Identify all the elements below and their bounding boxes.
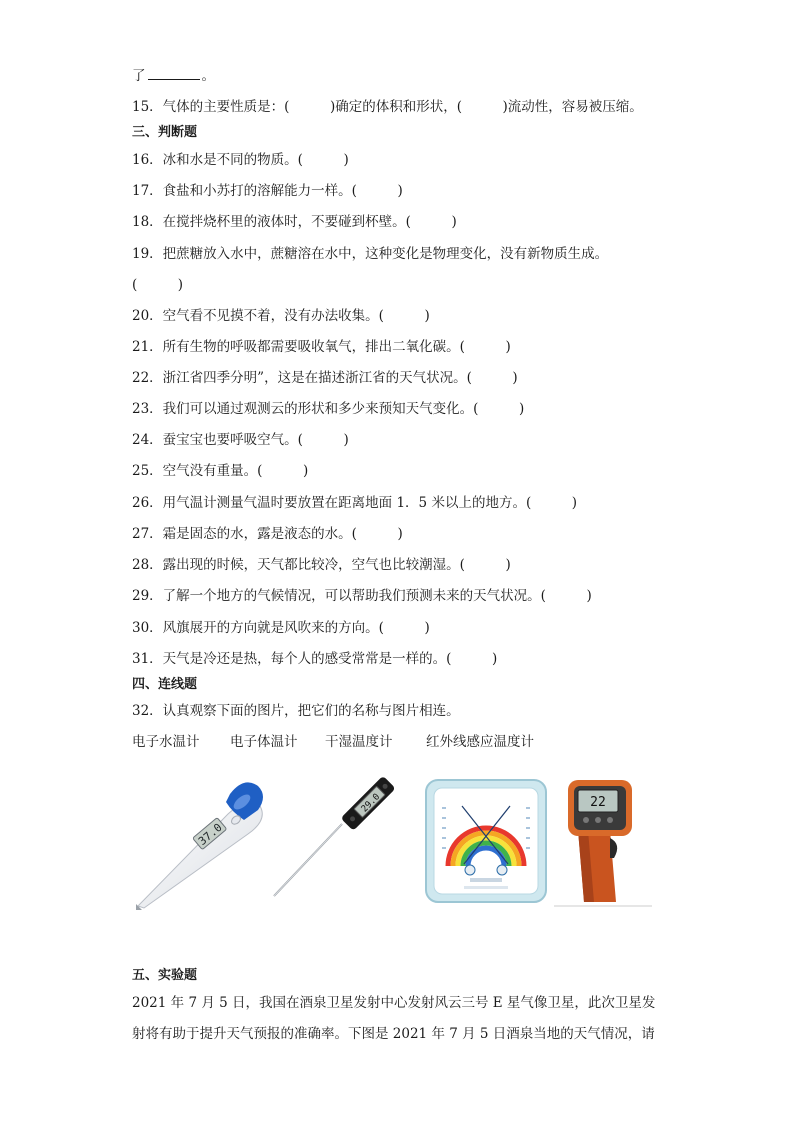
experiment-text-line-1: 2021 年 7 月 5 日，我国在酒泉卫星发射中心发射风云三号 E 星气像卫星，此次卫星发 [132,995,656,1011]
question-19: 19．把蔗糖放入水中，蔗糖溶在水中，这种变化是物理变化，没有新物质生成。 [132,246,609,262]
probe-lcd-reading: 29.0 [359,792,383,815]
question-18: 18．在搅拌烧杯里的液体时，不要碰到杯壁。( ) [132,214,457,230]
question-32: 32．认真观察下面的图片，把它们的名称与图片相连。 [132,703,460,719]
match-label-hygrometer[interactable]: 干湿温度计 [325,734,393,750]
probe-thermometer-image[interactable] [270,776,394,900]
question-20: 20．空气看不见摸不着，没有办法收集。( ) [132,308,430,324]
infrared-lcd-reading: 22 [590,795,606,810]
question-30: 30．风旗展开的方向就是风吹来的方向。( ) [132,620,430,636]
infrared-thermometer-image[interactable] [554,774,652,908]
hygrometer-image[interactable] [424,778,548,904]
question-21: 21．所有生物的呼吸都需要吸收氧气，排出二氧化碳。( ) [132,339,511,355]
question-23: 23．我们可以通过观测云的形状和多少来预知天气变化。( ) [132,401,525,417]
match-label-infrared-thermometer[interactable]: 红外线感应温度计 [426,734,534,750]
match-label-water-thermometer[interactable]: 电子水温计 [132,734,200,750]
section-heading-experiment: 五、实验题 [132,968,198,983]
section-heading-match: 四、连线题 [132,677,198,692]
fill-prefix: 了 [132,68,146,84]
match-labels-row [0,733,794,751]
match-label-body-thermometer[interactable]: 电子体温计 [230,734,298,750]
digital-thermometer-image[interactable] [132,772,268,910]
question-22: 22．浙江省四季分明”，这是在描述浙江省的天气状况。( ) [132,370,518,386]
question-28: 28．露出现的时候，天气都比较冷，空气也比较潮湿。( ) [132,557,511,573]
fill-suffix: 。 [201,68,215,84]
question-26: 26．用气温计测量气温时要放置在距离地面 1．5 米以上的地方。( ) [132,495,577,511]
thermometer-lcd-reading: 37.0 [195,820,225,848]
question-19-answer: ( ) [132,277,184,293]
fill-blank-line [132,66,215,85]
question-15: 15．气体的主要性质是：( )确定的体积和形状，( )流动性，容易被压缩。 [132,99,643,115]
question-31: 31．天气是冷还是热，每个人的感受常常是一样的。( ) [132,651,498,667]
question-16: 16．冰和水是不同的物质。( ) [132,152,349,168]
question-29: 29．了解一个地方的气候情况，可以帮助我们预测未来的天气状况。( ) [132,588,592,604]
experiment-text-line-2: 射将有助于提升天气预报的准确率。下图是 2021 年 7 月 5 日酒泉当地的天气情况，请 [132,1026,655,1042]
question-25: 25．空气没有重量。( ) [132,463,309,479]
question-27: 27．霜是固态的水，露是液态的水。( ) [132,526,403,542]
question-24: 24．蚕宝宝也要呼吸空气。( ) [132,432,349,448]
question-17: 17．食盐和小苏打的溶解能力一样。( ) [132,183,403,199]
answer-blank[interactable] [148,66,200,80]
section-heading-judge: 三、判断题 [132,125,198,140]
